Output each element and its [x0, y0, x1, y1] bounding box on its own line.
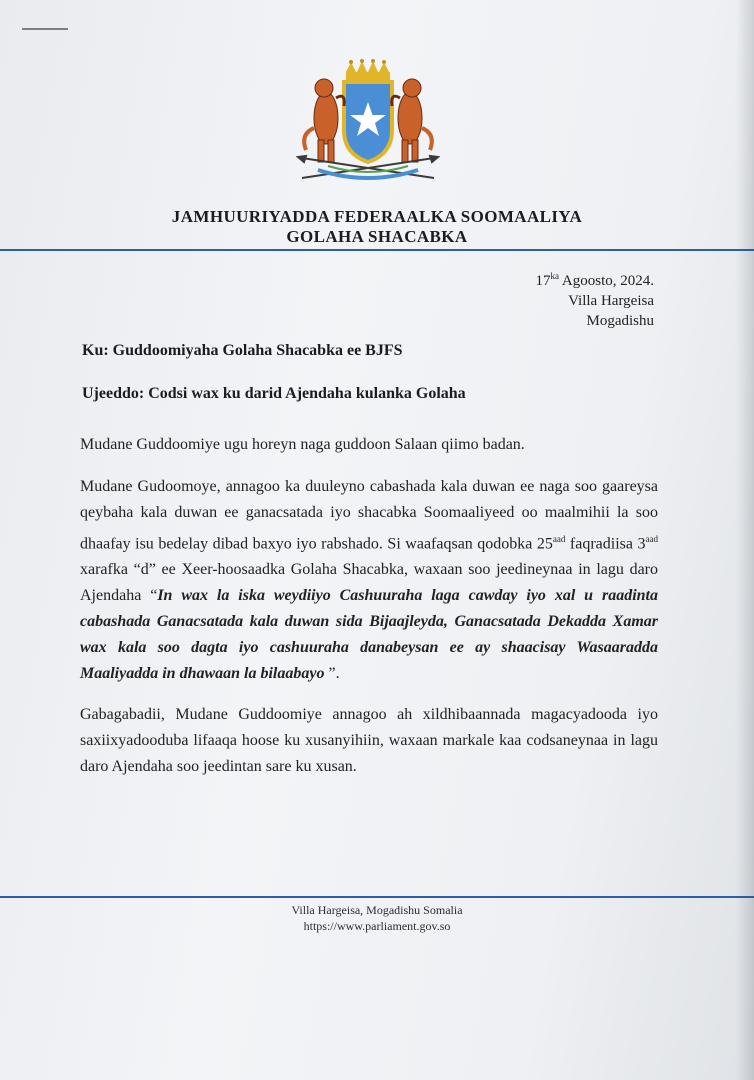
header-divider — [0, 249, 754, 251]
footer-website: https://www.parliament.gov.so — [303, 919, 451, 933]
agenda-item-text: In wax la iska weydiiyo Cashuuraha laga cawday iyo xal u raadinta cabashada Ganacsatada kala duwan sida Bijaajleyda, Ganacsatada Dekadda Xamar wax kala soo dagta iyo cashuuraha danabeysan ee ay shaacisay Wasaaradda Maaliyadda in dhawaan la bilaabayo — [80, 587, 658, 683]
left-leopard-icon — [304, 79, 344, 162]
somalia-coat-of-arms-icon — [288, 58, 448, 188]
header-institution: GOLAHA SHACABKA — [286, 227, 468, 246]
closing-paragraph: Gabagabadii, Mudane Guddoomiye annagoo ah xildhibaannada magacyadooda iyo saxiixyadooduba lifaaqa hoose ku xusanyihiin, waxaan markale kaa codsaneynaa in lagu daro Ajendaha soo jeedintan sare ku xusan. — [80, 706, 658, 775]
subject-line: Ujeeddo: Codsi wax ku darid Ajendaha kulanka Golaha — [82, 385, 466, 402]
date-city: Mogadishu — [586, 313, 654, 329]
letter-date: $17^{ka}$ Agoosto, 2024. — [535, 271, 654, 289]
recipient-line: Ku: Guddoomiyaha Golaha Shacabka ee BJFS — [82, 342, 403, 359]
page-mark — [22, 28, 68, 30]
greeting-paragraph: Mudane Guddoomiye ugu horeyn naga guddoon Salaan qiimo badan. — [80, 436, 525, 453]
footer-divider — [0, 896, 754, 898]
body-paragraph: Mudane Gudoomoye, annagoo ka duuleyno cabashada kala duwan ee naga soo gaareysa qeybaha kala duwan ee ganacsatada iyo shacabka Soomaaliyeed oo maalmihii la soo dhaafay isu bedelay dibad baxyo iyo rabshado. Si waafaqsan qodobka $25^{aad}$ faqradiisa $3^{aad}$ xarafka “d” ee Xeer-hoosaadka Golaha Shacabka, waxaan soo jeedineynaa in lagu daro Ajendaha “In wax la iska weydiiyo Cashuuraha laga cawday iyo xal u raadinta cabashada Ganacsatada kala duwan sida Bijaajleyda, Ganacsatada Dekadda Xamar wax kala soo dagta iyo cashuuraha danabeysan ee ay shaacisay Wasaaradda Maaliyadda in dhawaan la bilaabayo ”. — [80, 478, 658, 683]
date-block — [535, 266, 654, 331]
crown-icon — [346, 59, 390, 82]
footer-address: Villa Hargeisa, Mogadishu Somalia — [291, 903, 463, 917]
date-location: Villa Hargeisa — [568, 293, 654, 309]
right-leopard-icon — [392, 79, 432, 162]
header-country: JAMHUURIYADDA FEDERAALKA SOOMAALIYA — [171, 207, 583, 226]
